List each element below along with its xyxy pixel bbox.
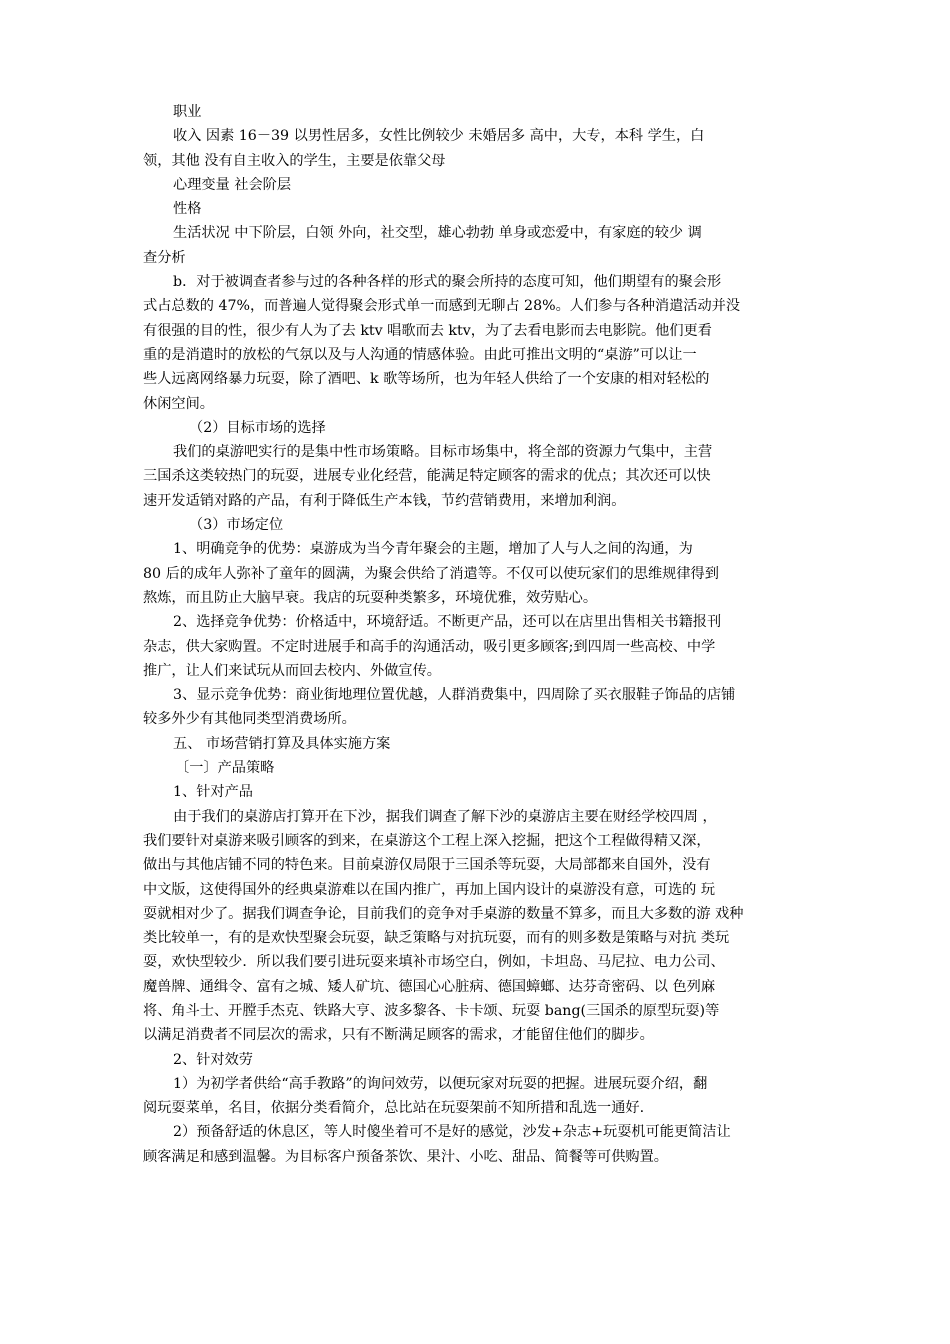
text-line: 由于我们的桌游店打算开在下沙，据我们调查了解下沙的桌游店主要在财经学校四周 ， xyxy=(173,808,717,825)
text-line: 收入 因素 16－39 以男性居多，女性比例较少 未婚居多 高中，大专，本科 学生，白 xyxy=(173,128,705,145)
text-line: 类比较单一，有的是欢快型聚会玩耍，缺乏策略与对抗玩耍，而有的则多数是策略与对抗 类玩 xyxy=(143,930,730,947)
text-line: 推广，让人们来试玩从而回去校内、外做宣传。 xyxy=(143,662,441,679)
text-line: 我们的桌游吧实行的是集中性市场策略。目标市场集中，将全部的资源力气集中，主营 xyxy=(173,444,713,461)
text-line: 心理变量 社会阶层 xyxy=(173,176,292,193)
text-line: 80 后的成年人弥补了童年的圆满，为聚会供给了消遣等。不仅可以使玩家们的思维规律得到 xyxy=(143,565,719,582)
document-body xyxy=(143,100,807,1169)
text-line: 生活状况 中下阶层，白领 外向，社交型，雄心勃勃 单身或恋爱中，有家庭的较少 调 xyxy=(173,225,702,242)
text-line: 杂志，供大家购置。不定时进展手和高手的沟通活动，吸引更多顾客;到四周一些高校、中学 xyxy=(143,638,716,655)
text-line: 性格 xyxy=(173,201,202,218)
text-line: 我们要针对桌游来吸引顾客的到来，在桌游这个工程上深入挖掘，把这个工程做得精又深， xyxy=(143,832,711,849)
text-line: 做出与其他店铺不同的特色来。目前桌游仅局限于三国杀等玩耍，大局部都来自国外，没有 xyxy=(143,857,711,874)
text-line: 查分析 xyxy=(143,249,186,266)
text-line: 魔兽牌、通缉令、富有之城、矮人矿坑、德国心心脏病、德国蟑螂、达芬奇密码、以 色列麻 xyxy=(143,978,716,995)
text-line: b．对于被调查者参与过的各种各样的形式的聚会所持的态度可知，他们期望有的聚会形 xyxy=(173,274,722,291)
section-heading: 五、 市场营销打算及具体实施方案 xyxy=(173,735,391,752)
text-line: 阅玩耍菜单，名目，依据分类看简介，总比站在玩耍架前不知所措和乱选一通好. xyxy=(143,1100,645,1117)
text-line: 3、显示竞争优势：商业街地理位置优越，人群消费集中，四周除了买衣服鞋子饰品的店铺 xyxy=(173,687,736,704)
text-line: 耍就相对少了。据我们调查争论，目前我们的竞争对手桌游的数量不算多，而且大多数的游 戏种 xyxy=(143,905,744,922)
text-line: 中文版，这使得国外的经典桌游难以在国内推广，再加上国内设计的桌游没有意，可选的 玩 xyxy=(143,881,716,898)
text-line: 式占总数的 47%，而普遍人觉得聚会形式单一而感到无聊占 28%。人们参与各种消遣活动并没 xyxy=(143,298,741,315)
text-line: 熬炼，而且防止大脑早衰。我店的玩耍种类繁多，环境优雅，效劳贴心。 xyxy=(143,589,598,606)
text-line: 休闲空间。 xyxy=(143,395,214,412)
text-line: 重的是消遣时的放松的气氛以及与人沟通的情感体验。由此可推出文明的“桌游”可以让一 xyxy=(143,346,697,363)
text-line: 有很强的目的性，很少有人为了去 ktv 唱歌而去 ktv，为了去看电影而去电影院。他们更看 xyxy=(143,322,712,339)
section-heading: 1、针对产品 xyxy=(173,784,253,801)
section-heading: （3）市场定位 xyxy=(189,517,284,534)
text-line: 以满足消费者不同层次的需求，只有不断满足顾客的需求，才能留住他们的脚步。 xyxy=(143,1027,654,1044)
text-line: 1）为初学者供给“高手教路”的询问效劳，以便玩家对玩耍的把握。进展玩耍介绍，翻 xyxy=(173,1075,708,1092)
section-heading: （2）目标市场的选择 xyxy=(189,419,326,436)
text-line: 领，其他 没有自主收入的学生，主要是依靠父母 xyxy=(143,152,446,169)
section-heading: 2、针对效劳 xyxy=(173,1051,253,1068)
text-line: 耍，欢快型较少．所以我们要引进玩耍来填补市场空白，例如，卡坦岛、马尼拉、电力公司、 xyxy=(143,954,725,971)
text-line: 三国杀这类较热门的玩耍，进展专业化经营，能满足特定顾客的需求的优点；其次还可以快 xyxy=(143,468,711,485)
text-line: 较多外少有其他同类型消费场所。 xyxy=(143,711,356,728)
text-line: 些人远离网络暴力玩耍，除了酒吧、k 歌等场所，也为年轻人供给了一个安康的相对轻松的 xyxy=(143,371,710,388)
text-line: 2、选择竞争优势：价格适中，环境舒适。不断更产品，还可以在店里出售相关书籍报刊 xyxy=(173,614,722,631)
text-line: 速开发适销对路的产品，有利于降低生产本钱，节约营销费用，来增加利润。 xyxy=(143,492,626,509)
text-line: 职业 xyxy=(173,104,202,120)
text-line: 将、角斗士、开膛手杰克、铁路大亨、波多黎各、卡卡颂、玩耍 bang(三国杀的原型玩耍)等 xyxy=(143,1002,720,1019)
text-line: 1、明确竞争的优势：桌游成为当今青年聚会的主题，增加了人与人之间的沟通，为 xyxy=(173,541,693,558)
text-line: 2）预备舒适的休息区，等人时傻坐着可不是好的感觉，沙发+杂志+玩耍机可能更简洁让 xyxy=(173,1124,731,1141)
text-line: 顾客满足和感到温馨。为目标客户预备茶饮、果汁、小吃、甜品、简餐等可供购置。 xyxy=(143,1148,668,1165)
section-heading: 〔一〕产品策略 xyxy=(175,760,275,777)
